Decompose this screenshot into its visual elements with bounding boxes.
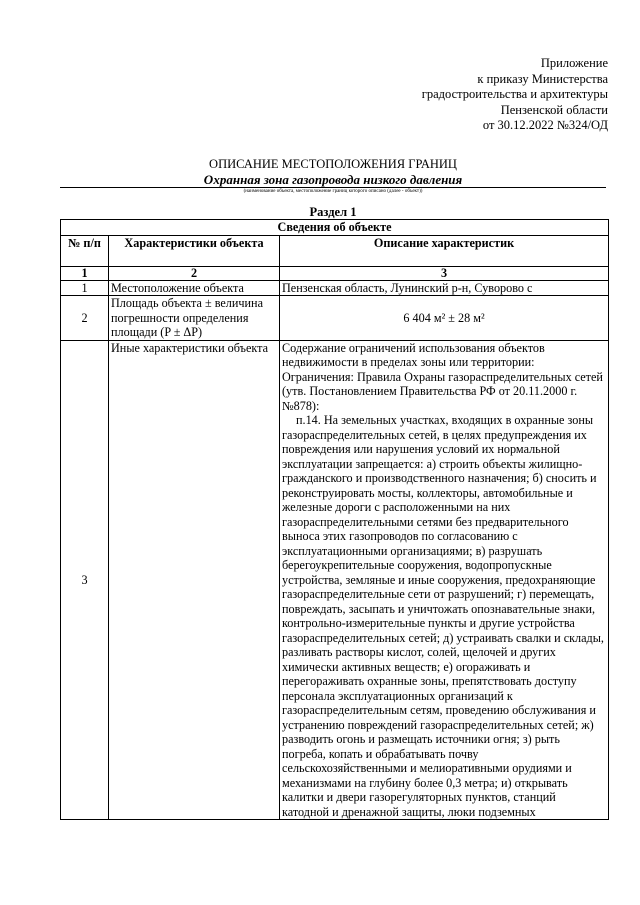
- object-name-note: (наименование объекта, местоположение границ которого описано (далее - объект)): [243, 189, 423, 194]
- table-row: [61, 280, 609, 296]
- row-number: 3: [61, 340, 109, 820]
- row-description: 6 404 м² ± 28 м²: [280, 296, 609, 341]
- header-description: Описание характеристик: [280, 235, 609, 266]
- table-caption-row: [61, 220, 609, 236]
- row-characteristic: Иные характеристики объекта: [109, 340, 280, 820]
- header-number: № п/п: [61, 235, 109, 266]
- appendix-line: Пензенской области: [500, 102, 608, 117]
- appendix-line: Приложение: [540, 56, 608, 70]
- row-characteristic: Местоположение объекта: [109, 280, 280, 296]
- table-caption: Сведения об объекте: [61, 220, 609, 236]
- column-number: 2: [109, 266, 280, 280]
- description-intro: Содержание ограничений использования объектов недвижимости в пределах зоны или территории: Ограничения: Правила Охраны газораспределительных сетей (утв. Постановлением Правительства РФ от 20.11.2000 г. №878):: [282, 340, 603, 413]
- column-number: 3: [280, 266, 609, 280]
- appendix-block: [422, 56, 608, 134]
- appendix-line: от 30.12.2022 №324/ОД: [482, 118, 608, 133]
- appendix-line: к приказу Министерства: [477, 71, 608, 86]
- row-description: [280, 340, 609, 820]
- row-number: 2: [61, 296, 109, 341]
- appendix-line: градостроительства и архитектуры: [421, 87, 608, 102]
- column-number: 1: [61, 266, 109, 280]
- object-name-underline: [60, 187, 606, 188]
- row-description: Пензенская область, Лунинский р-н, Суворово с: [280, 280, 609, 296]
- column-numbering-row: [61, 266, 609, 280]
- object-info-table: [60, 219, 609, 820]
- description-body: п.14. На земельных участках, входящих в охранные зоны газораспределительных сетей, в целях предупреждения их повреждения или нарушения условий их нормальной эксплуатации запрещается: а) строить объекты жилищно-гражданского и производственного назначения; б) сносить и реконструировать мосты, коллекторы, автомобильные и железные дороги с расположенными на них газораспределительными сетями без предварительного выноса этих газопроводов по согласованию с эксплуатационными организациями; в) разрушать берегоукрепительные сооружения, водопропускные устройства, земляные и иные сооружения, предохраняющие газораспределительные сети от разрушений; г) перемещать, повреждать, засыпать и уничтожать опознавательные знаки, контрольно-измерительные пункты и другие устройства газораспределительных сетей; д) устраивать свалки и склады, разливать растворы кислот, солей, щелочей и других химически активных веществ; е) огораживать и перегораживать охранные зоны, препятствовать доступу персонала эксплуатационных организаций к газораспределительным сетям, проведению обслуживания и устранению повреждений газораспределительных сетей; ж) разводить огонь и размещать источники огня; з) рыть погреба, копать и обрабатывать почву сельскохозяйственными и мелиоративными орудиями и механизмами на глубину более 0,3 метра; и) открывать калитки и двери газорегуляторных пунктов, станций катодной и дренажной защиты, люки подземных: [282, 413, 604, 819]
- row-number: 1: [61, 280, 109, 296]
- header-characteristic: Характеристики объекта: [109, 235, 280, 266]
- object-name: Охранная зона газопровода низкого давления: [203, 172, 463, 187]
- table-header-row: [61, 235, 609, 266]
- row-characteristic: Площадь объекта ± величина погрешности определения площади (P ± ΔP): [109, 296, 280, 341]
- table-row: [61, 296, 609, 341]
- section-title: Раздел 1: [309, 205, 357, 219]
- document-title: ОПИСАНИЕ МЕСТОПОЛОЖЕНИЯ ГРАНИЦ: [209, 157, 457, 171]
- table-row: [61, 340, 609, 820]
